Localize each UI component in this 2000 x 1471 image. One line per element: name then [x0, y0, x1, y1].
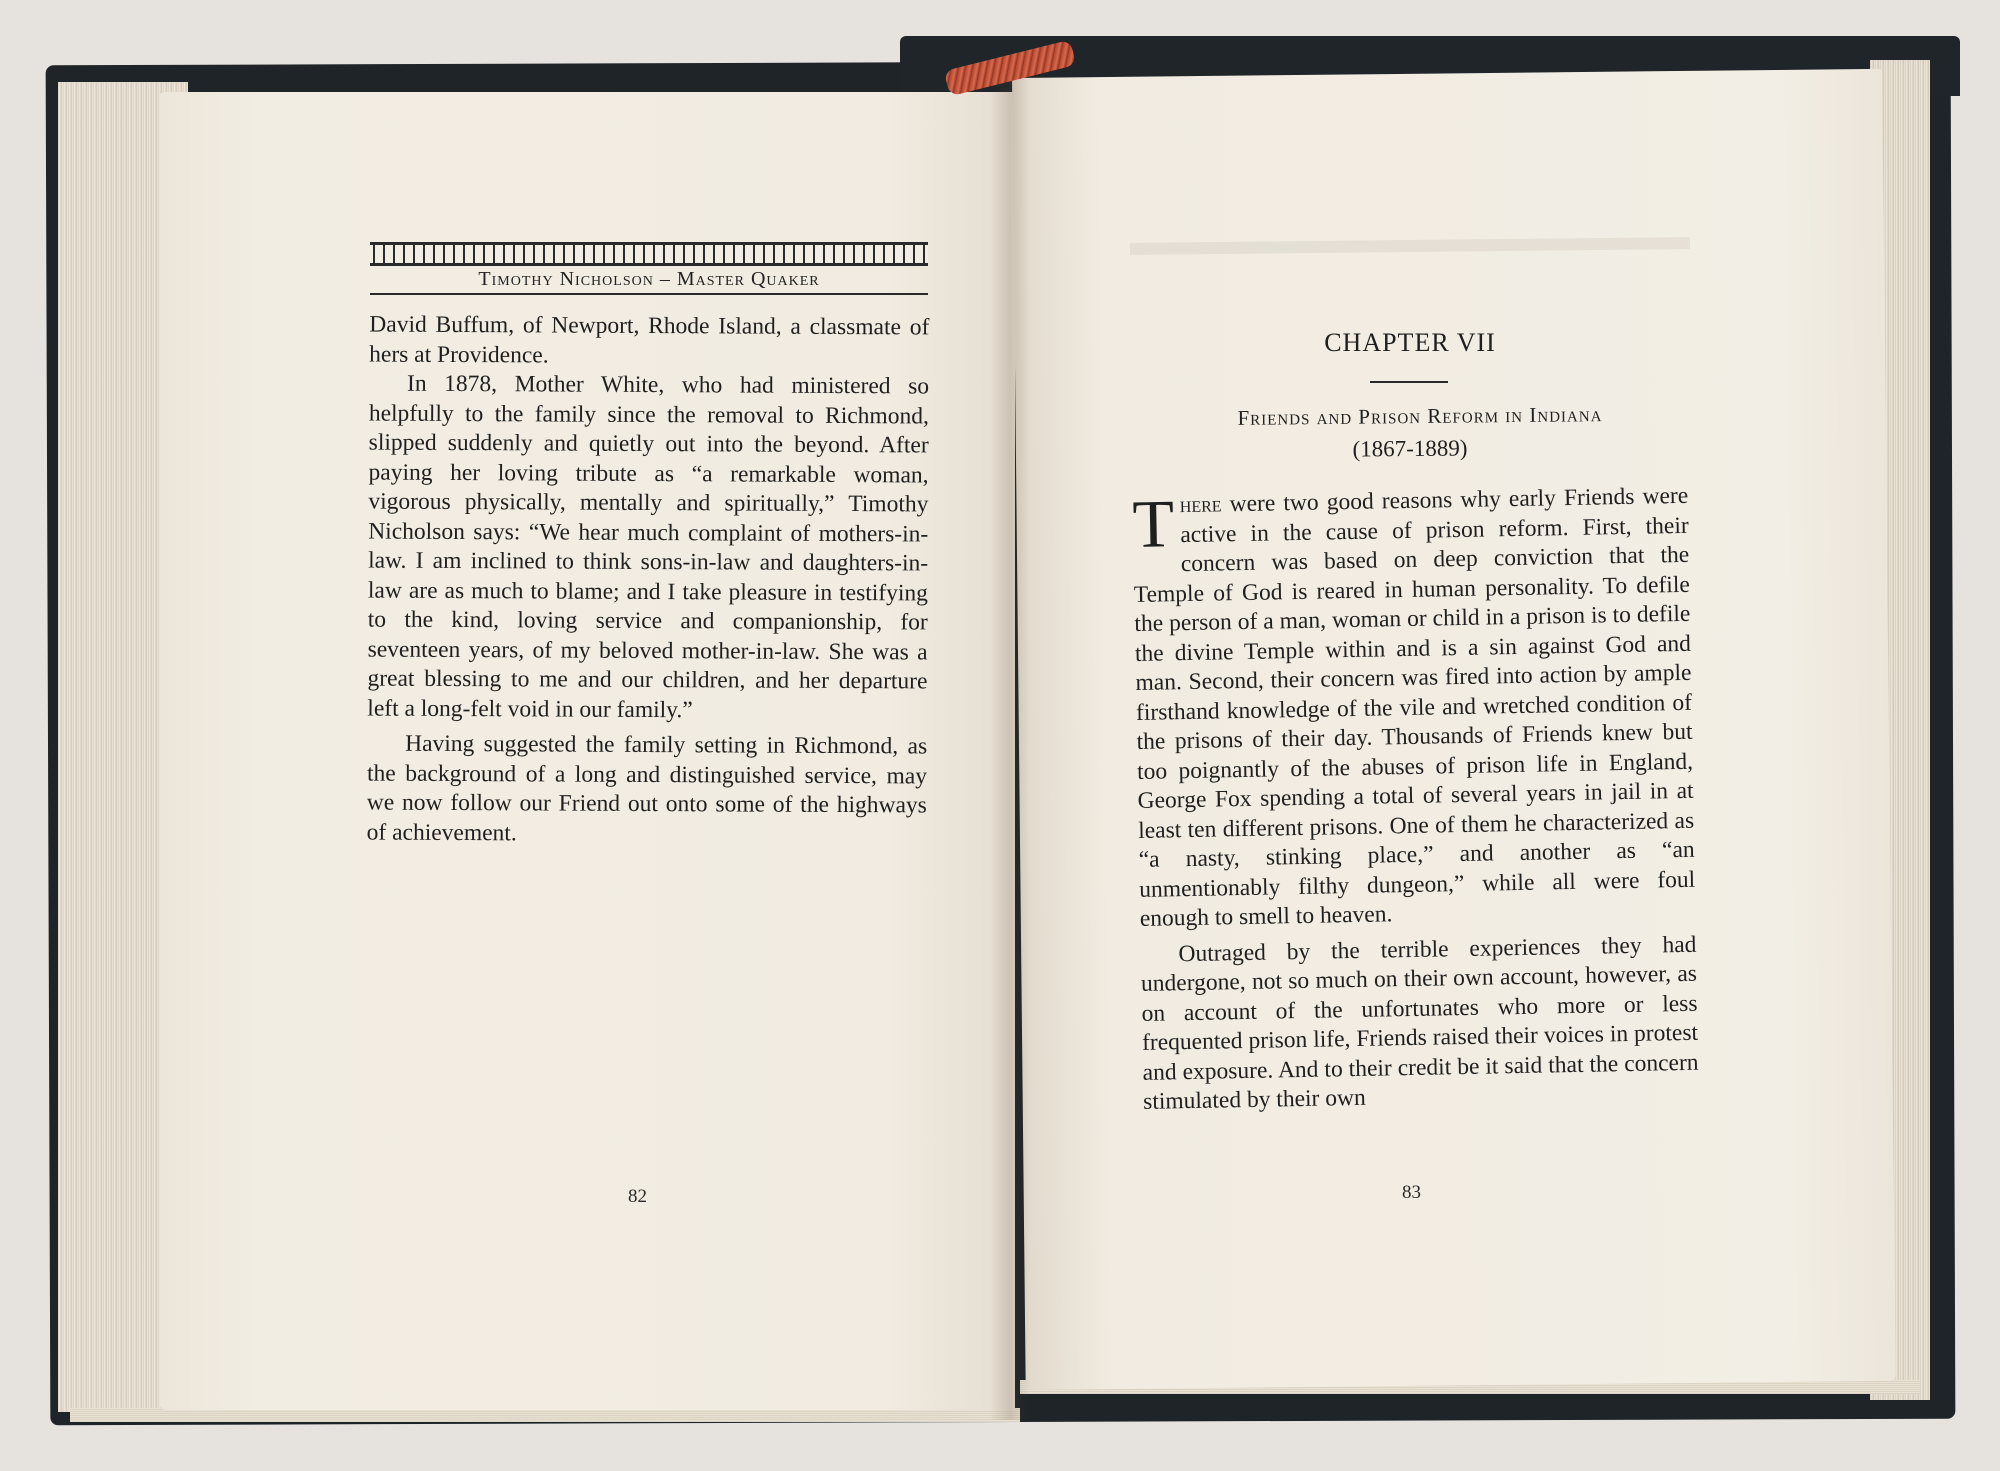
- paragraph-first: [1132, 482, 1696, 935]
- drop-cap: T: [1131, 485, 1175, 562]
- right-page-text: [1132, 482, 1699, 1118]
- page-edges-bottom-left: [70, 1408, 1020, 1422]
- chapter-dates: (1867-1889): [1352, 435, 1468, 462]
- running-header: [370, 242, 928, 295]
- paragraph: Having suggested the family setting in Richmond, as the background of a long and distinguished service, may we now follow our Friend out onto some of the highways of achievement.: [366, 730, 928, 846]
- paragraph: In 1878, Mother White, who had ministered so helpfully to the family since the removal to Richmond, slipped suddenly and quietly out into the beyond. After paying her loving tribute as “a remarkable woman, vigorous physically, mentally and spiritually,” Timothy Nicholson says: “We hear much complaint of mothers-in-law. I am inclined to think sons-in-law and daughters-in-law are as much to blame; and I take pleasure in testifying to the kind, loving service and companionship, for seventeen years, of my beloved mother-in-law. She was a great blessing to me and our children, and her departure left a long-felt void in our family.”: [367, 370, 930, 723]
- page-number-right: 83: [1402, 1182, 1421, 1203]
- paragraph-first-body: were two good reasons why early Friends were active in the cause of prison reform. First, their concern was based on deep conviction that the Temple of God is reared in human personality. To defile the person of a man, woman or child in a prison is to defile the divine Temple within and is a sin against God and man. Second, their concern was fired into action by ample firsthand knowledge of the vile and wretched condition of the prisons of their day. Thousands of Friends knew but too poignantly of the abuses of prison life in England, George Fox spending a total of several years in jail in at least ten different prisons. One of them he characterized as “a nasty, stinking place,” and another as “an unmentionably filthy dungeon,” while all were foul enough to smell to heaven.: [1133, 482, 1696, 932]
- running-head-title: Timothy Nicholson – Master Quaker: [370, 268, 928, 295]
- paragraph: Outraged by the terrible experiences they had undergone, not so much on their own account, however, as on account of the unfortunates who more or less frequented prison life, Friends raised their voices in protest and exposure. And to their credit be it said that the concern stimulated by their own: [1140, 931, 1699, 1115]
- chapter-rule: [1370, 381, 1448, 383]
- book-gutter: [990, 70, 1030, 1420]
- first-word-small-caps: here: [1179, 491, 1222, 519]
- paragraph: David Buffum, of Newport, Rhode Island, a classmate of hers at Providence.: [369, 311, 930, 368]
- page-number-left: 82: [628, 1186, 647, 1207]
- chapter-subtitle: Friends and Prison Reform in Indiana: [1237, 402, 1603, 430]
- chapter-heading: CHAPTER VII: [1324, 328, 1496, 357]
- ornamental-border: [370, 242, 928, 266]
- left-page-text: [367, 311, 930, 851]
